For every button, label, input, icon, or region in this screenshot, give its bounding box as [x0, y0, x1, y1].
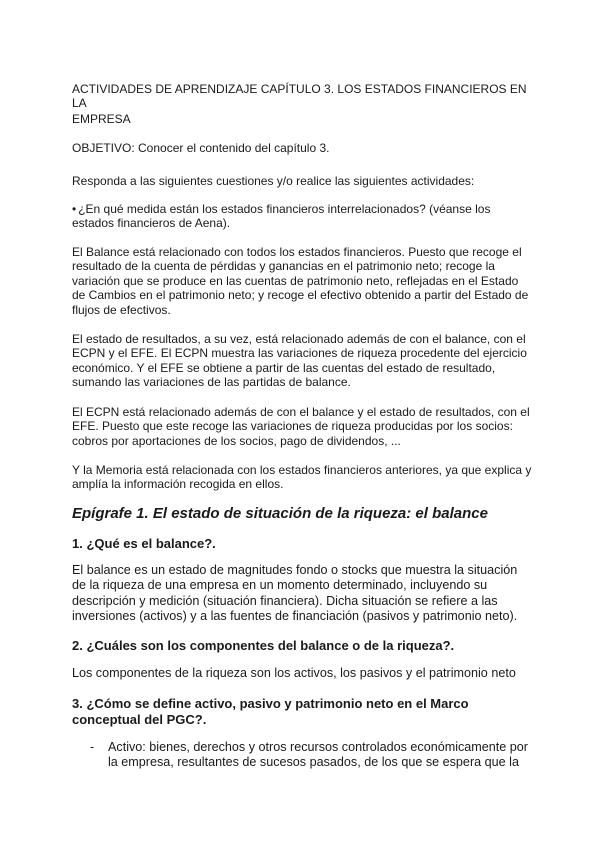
- q1-answer: El balance es un estado de magnitudes fondo o stocks que muestra la situación de la riqueza de una empresa en un momento determinado, incluyendo su descripción y medición (situación financiera). Dicha situación se refiere a las inversiones (activos) y a las fuentes de financiación (pasivos y patrimonio neto).: [72, 563, 518, 624]
- q1-heading: 1. ¿Qué es el balance?.: [72, 536, 216, 551]
- answer-paragraph-4: Y la Memoria está relacionada con los estados financieros anteriores, ya que explica y amplía la información recogida en ellos.: [72, 463, 532, 492]
- answer-paragraph-3: El ECPN está relacionado además de con el balance y el estado de resultados, con el EFE. Puesto que este recoge las variaciones de riqueza producidas por los socios: cobros por aportaciones de los socios, pago de dividendos, ...: [72, 405, 530, 448]
- objective: OBJETIVO: Conocer el contenido del capítulo 3.: [72, 141, 330, 155]
- q3-definitions-list: [90, 740, 532, 771]
- q3-heading: 3. ¿Cómo se define activo, pasivo y patrimonio neto en el Marco conceptual del PGC?.: [72, 696, 469, 727]
- q2-answer: Los componentes de la riqueza son los activos, los pasivos y el patrimonio neto: [72, 666, 516, 680]
- bullet-icon: •: [72, 202, 77, 216]
- question-intro-text: ¿En qué medida están los estados financieros interrelacionados? (véanse los estados financieros de Aena).: [72, 202, 491, 231]
- title-line-1: ACTIVIDADES DE APRENDIZAJE CAPÍTULO 3. LOS ESTADOS FINANCIEROS EN LA: [72, 82, 527, 111]
- q2-heading: 2. ¿Cuáles son los componentes del balance o de la riqueza?.: [72, 638, 455, 653]
- question-intro: [72, 202, 532, 231]
- epigraph-heading: Epígrafe 1. El estado de situación de la riqueza: el balance: [72, 505, 488, 522]
- list-item-text: Activo: bienes, derechos y otros recursos controlados económicamente por la empresa, resultantes de sucesos pasados, de los que se espera que la: [108, 740, 529, 770]
- list-item: [90, 740, 532, 771]
- title-line-2: EMPRESA: [72, 112, 131, 126]
- answer-paragraph-1: El Balance está relacionado con todos los estados financieros. Puesto que recoge el resultado de la cuenta de pérdidas y ganancias en el patrimonio neto; recoge la variación que se produce en las cuentas de patrimonio neto, reflejadas en el Estado de Cambios en el patrimonio neto; y recoge el efectivo obtenido a partir del Estado de flujos de efectivos.: [72, 245, 529, 317]
- answer-paragraph-2: El estado de resultados, a su vez, está relacionado además de con el balance, con el ECPN y el EFE. El ECPN muestra las variaciones de riqueza procedente del ejercicio económico. Y el EFE se obtiene a partir de las cuentas del estado de resultado, sumando las variaciones de las partidas de balance.: [72, 332, 527, 390]
- instructions: Responda a las siguientes cuestiones y/o realice las siguientes actividades:: [72, 174, 475, 188]
- dash-icon: -: [90, 740, 95, 754]
